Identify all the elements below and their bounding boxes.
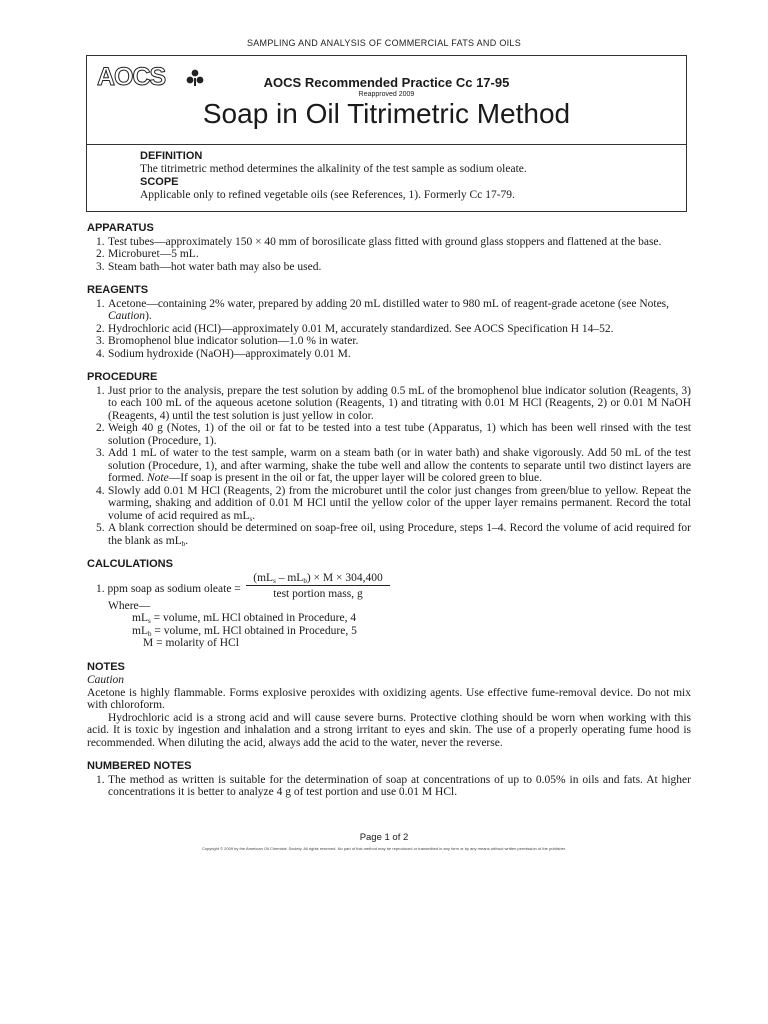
svg-text:AOCS: AOCS: [97, 63, 166, 89]
reapproved-note: Reapproved 2009: [358, 91, 415, 98]
practice-number: AOCS Recommended Practice Cc 17-95: [263, 75, 510, 90]
list-item: 3. Add 1 mL of water to the test sample, warm on a steam bath (or in water bath) and shake vigorously. Add 50 mL of the test solution (Procedure, 1), and after warming, shake the tube well and allow the contents to separate until two distinct layers are formed. Note—If soap is present in the oil or fat, the upper layer will be colored green to blue.: [96, 447, 691, 484]
list-item: 2. Hydrochloric acid (HCl)—approximately 0.01 M, accurately standardized. See AOCS Specification H 14–52.: [96, 322, 614, 335]
list-item: 1. Test tubes—approximately 150 × 40 mm of borosilicate glass fitted with ground glass stoppers and flattened at the base.: [96, 235, 662, 248]
copyright-notice: Copyright © 2009 by the American Oil Chemists' Society. All rights reserved. No part of this method may be reproduced or transmitted in any form or by any means without written permission of the publisher.: [201, 846, 567, 851]
formula-label: ppm soap as sodium oleate =: [107, 582, 241, 595]
apparatus-heading: APPARATUS: [87, 222, 154, 234]
notes-paragraph: Hydrochloric acid is a strong acid and will cause severe burns. Protective clothing should be worn when working with this acid. It is toxic by ingestion and inhalation and a strong irritant to eyes and skin. The use of a properly operating fume hood is recommended. When diluting the acid, always add the acid to the water, never the reverse.: [87, 711, 691, 749]
main-content: [87, 222, 691, 810]
caution-label: Caution: [87, 674, 125, 686]
list-item: 1. Just prior to the analysis, prepare the test solution by adding 0.5 mL of the bromophenol blue indicator solution (Reagents, 3) to each 100 mL of the aqueous acetone solution (Reagents, 1) and titrating with 0.01 M HCl (Reagents, 2) or 0.01 M NaOH (Reagents, 4) until the test solution is just yellow in color.: [96, 384, 691, 422]
definition-scope-box: [86, 143, 687, 212]
reagents-heading: REAGENTS: [87, 284, 149, 296]
notes-heading: NOTES: [87, 660, 125, 673]
list-item: 2. Microburet—5 mL.: [96, 248, 199, 260]
list-item: 1. The method as written is suitable for the determination of soap at concentrations of up to 0.05% in oils and fats. At higher concentrations it is better to analyze 4 g of test portion and use 0.01 M HCl.: [96, 773, 691, 798]
list-item: 4. Slowly add 0.01 M HCl (Reagents, 2) from the microburet until the color just changes from green/blue to yellow. Repeat the warming, shaking and addition of 0.01 M HCl until the yellow color of the upper layer remains permanent. Record the total volume of acid required as $mL_s$.: [96, 484, 691, 523]
list-item: 3. Bromophenol blue indicator solution—1.0 % in water.: [96, 335, 359, 347]
reagents-section: [87, 284, 691, 360]
calculations-section: [87, 558, 691, 650]
page-number: Page 1 of 2: [359, 832, 409, 843]
formula: 1. ppm soap as sodium oleate = $(mL_s - mL_b) \times M \times 304,400$ test portion mass, g: [87, 572, 691, 600]
notes-paragraph: Acetone is highly flammable. Forms explosive peroxides with oxidizing agents. Use effective fume-removal device. Do not mix with chloroform.: [87, 686, 691, 711]
list-item: 2. Weigh 40 g (Notes, 1) of the oil or fat to be tested into a test tube (Apparatus, 1) which has been well rinsed with the test solution (Procedure, 1).: [96, 422, 691, 447]
definition-text: The titrimetric method determines the alkalinity of the test sample as sodium oleate.: [140, 163, 527, 175]
page-title: Soap in Oil Titrimetric Method: [202, 98, 571, 129]
running-header: SAMPLING AND ANALYSIS OF COMMERCIAL FATS AND OILS: [246, 38, 522, 48]
variable-definitions: $mL_s$ = volume, mL HCl obtained in Procedure, 4 $mL_b$ = volume, mL HCl obtained in Procedure, 5 M = molarity of HCl: [132, 612, 357, 649]
list-item: 5. A blank correction should be determined on soap-free oil, using Procedure, steps 1–4. Record the volume of acid required for the blank as $mL_b$.: [96, 522, 691, 548]
where-label: Where—: [108, 599, 151, 612]
definition-heading: DEFINITION: [140, 150, 203, 162]
scope-text: Applicable only to refined vegetable oils (see References, 1). Formerly Cc 17-79.: [140, 189, 515, 201]
list-item: 4. Sodium hydroxide (NaOH)—approximately 0.01 M.: [96, 347, 351, 360]
procedure-heading: PROCEDURE: [87, 371, 158, 383]
scope-heading: SCOPE: [140, 176, 179, 188]
numbered-notes-heading: NUMBERED NOTES: [87, 760, 192, 772]
calculations-heading: CALCULATIONS: [87, 558, 173, 570]
notes-section: [87, 661, 691, 750]
formula-fraction: $(mL_s - mL_b) \times M \times 304,400$ test portion mass, g: [246, 572, 390, 601]
title-box: [86, 55, 687, 145]
list-item: 3. Steam bath—hot water bath may also be used.: [96, 260, 322, 273]
procedure-section: [87, 371, 691, 547]
numbered-notes-section: [87, 760, 691, 799]
apparatus-section: [87, 222, 691, 273]
list-item: 1. Acetone—containing 2% water, prepared by adding 20 mL distilled water to 980 mL of reagent-grade acetone (see Notes, Caution).: [96, 297, 670, 322]
